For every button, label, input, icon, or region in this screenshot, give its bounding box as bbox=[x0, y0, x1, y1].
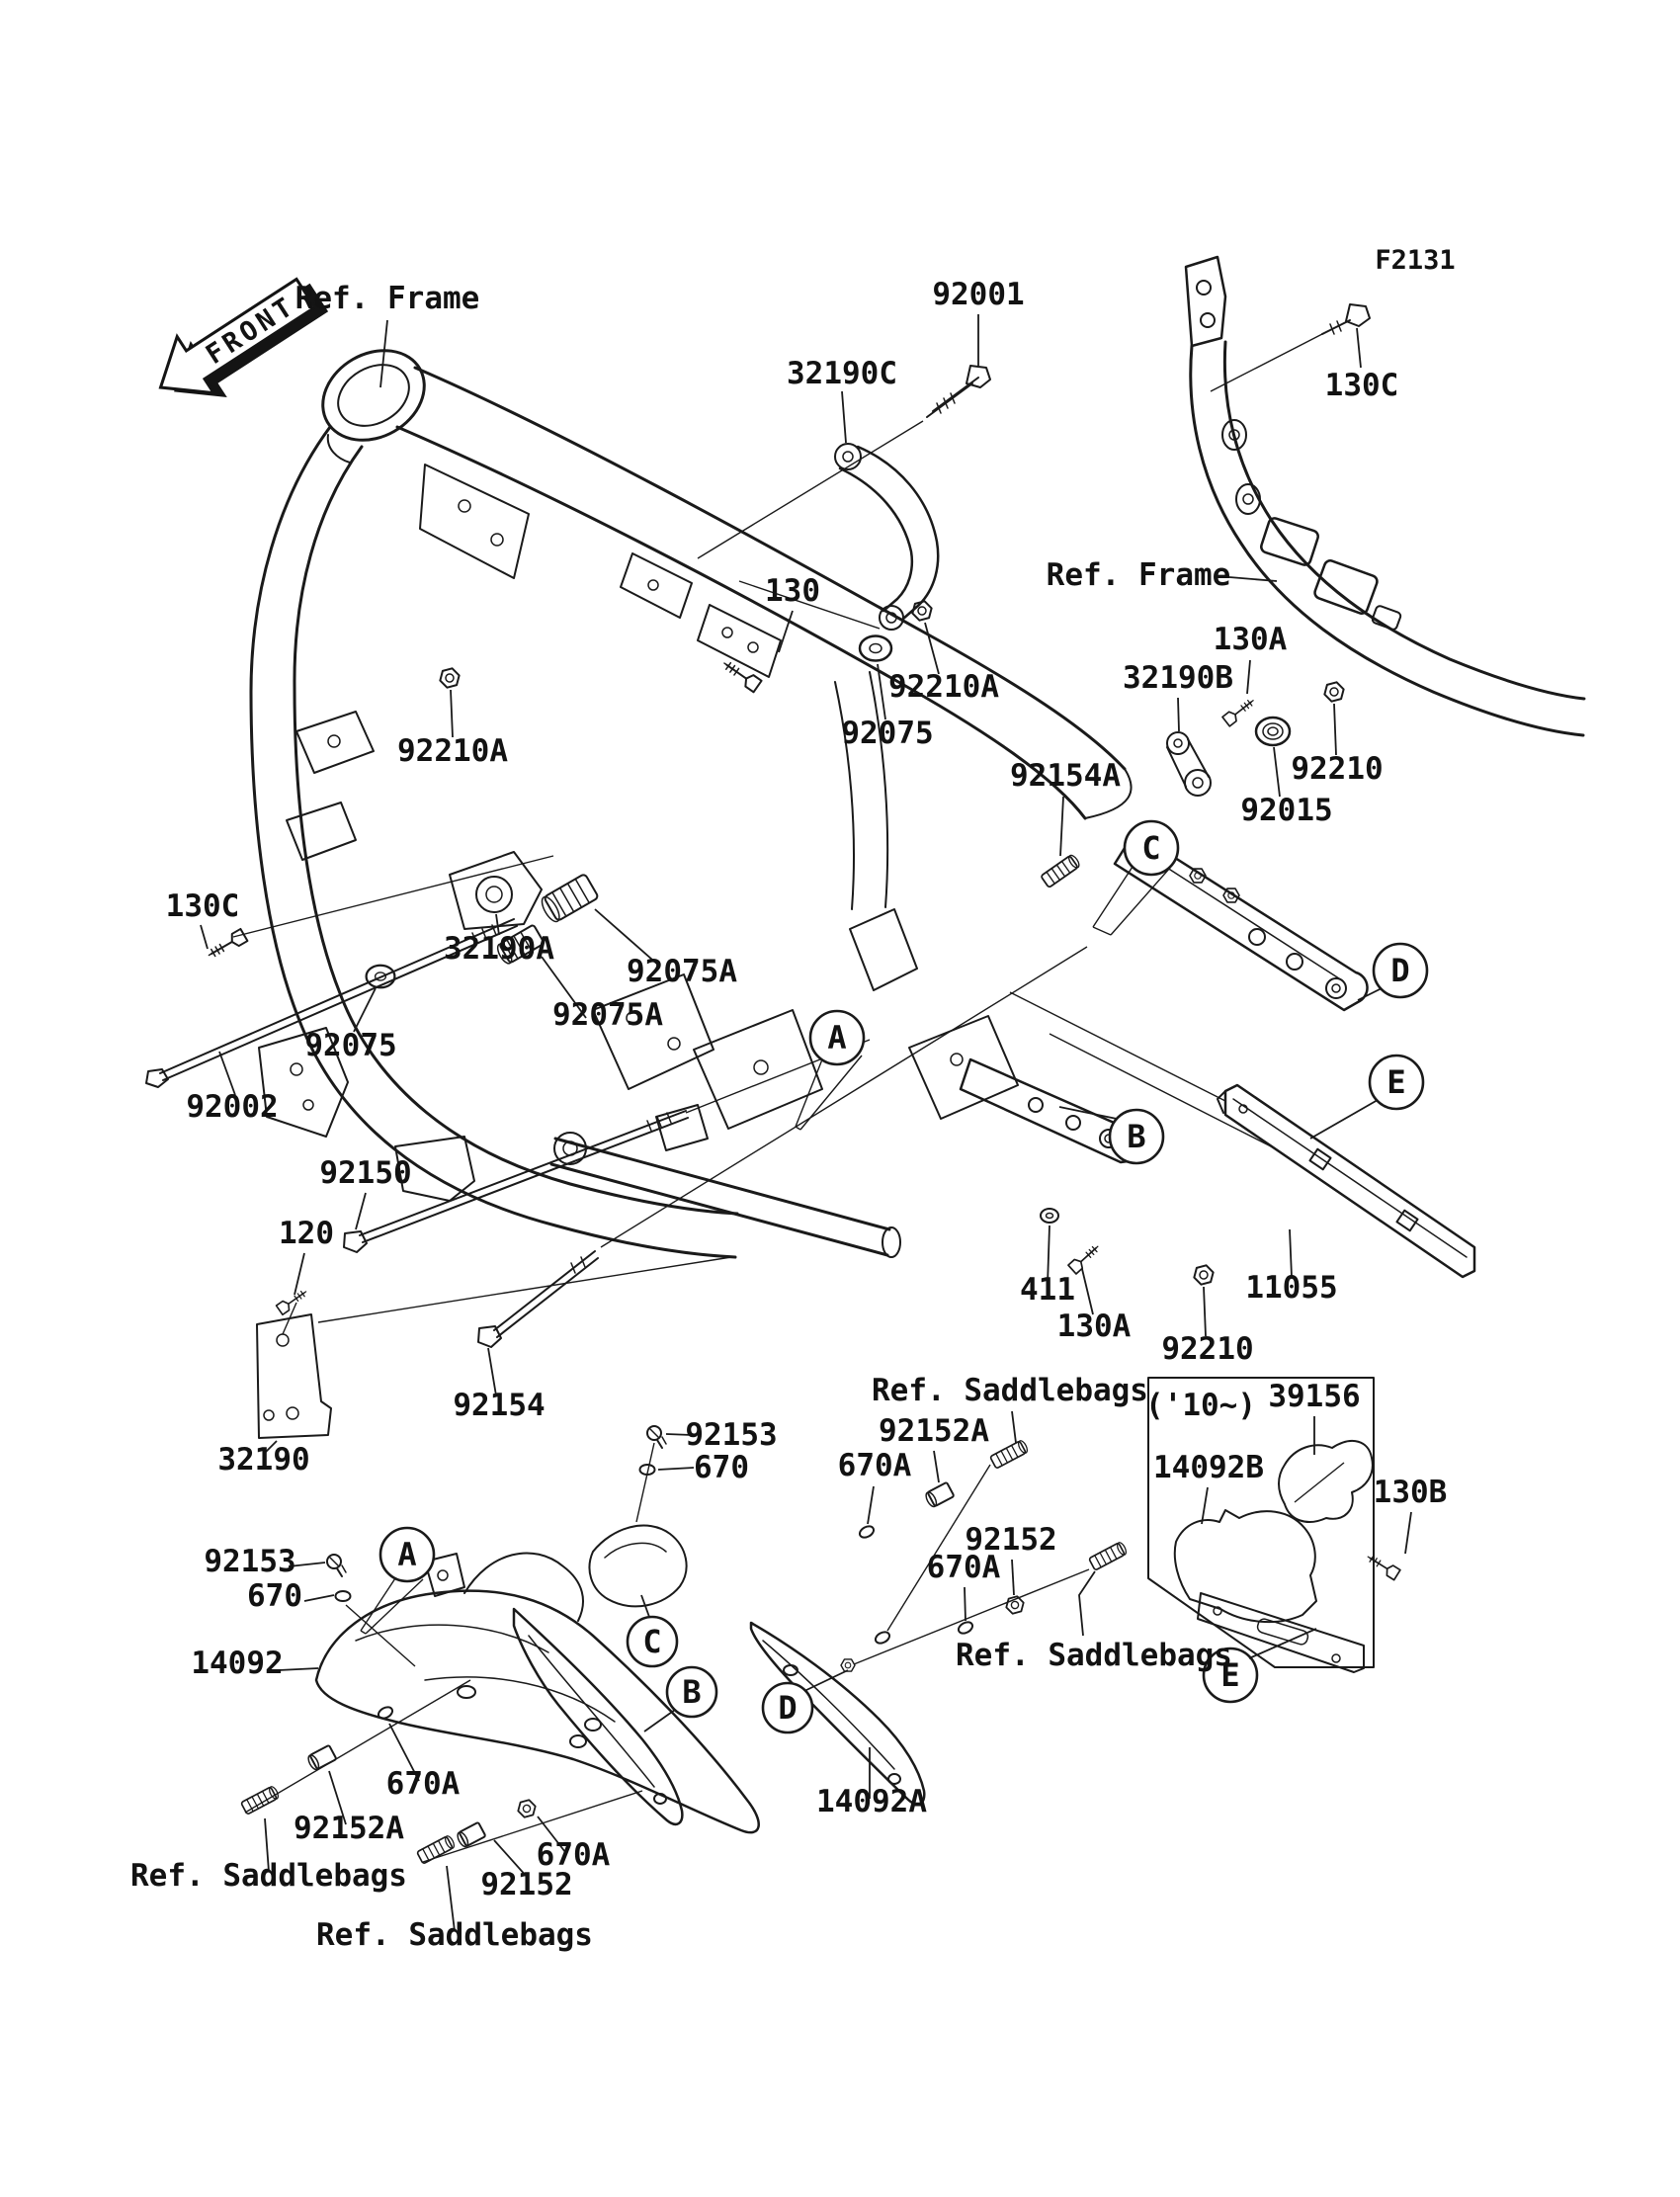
label-670a-bottom-left: 670A bbox=[385, 1766, 461, 1802]
view-letter: B bbox=[1127, 1118, 1146, 1155]
view-letter: C bbox=[642, 1623, 662, 1660]
bolt-130c-left bbox=[206, 929, 248, 962]
label-14092b: 14092B bbox=[1153, 1450, 1264, 1485]
label-92210a-center: 92210A bbox=[888, 669, 999, 705]
bolt-130a-lower bbox=[1068, 1242, 1102, 1274]
ring-670-left bbox=[336, 1591, 351, 1601]
label-92210-lower: 92210 bbox=[1161, 1331, 1254, 1367]
downtube-inner bbox=[294, 447, 737, 1214]
view-marker-a-mid bbox=[796, 1011, 864, 1130]
backbone-tube-top bbox=[415, 368, 1125, 769]
view-marker-e-right bbox=[1310, 1056, 1423, 1139]
figure-code: F2131 bbox=[1375, 245, 1456, 276]
label-411: 411 bbox=[1020, 1272, 1075, 1308]
headstock-ring bbox=[306, 333, 441, 463]
view-letter: C bbox=[1141, 829, 1161, 867]
bolt-92154 bbox=[478, 1251, 598, 1347]
label-670a-bottom-mid: 670A bbox=[536, 1837, 611, 1873]
view-letter: A bbox=[827, 1019, 847, 1056]
label-39156: 39156 bbox=[1268, 1379, 1361, 1414]
label-670-left: 670 bbox=[247, 1578, 302, 1614]
pad-39156 bbox=[1279, 1441, 1373, 1522]
nut-92210-upper bbox=[1322, 681, 1346, 703]
screw-92153-left bbox=[327, 1555, 346, 1576]
label-92001: 92001 bbox=[932, 277, 1025, 312]
label-ref-saddlebags-bottom: Ref. Saddlebags bbox=[316, 1917, 593, 1953]
view-letter: B bbox=[682, 1673, 702, 1711]
link-32190b bbox=[1167, 732, 1211, 796]
label-92150: 92150 bbox=[319, 1155, 412, 1191]
stud-92154a bbox=[1041, 854, 1081, 888]
label-92153-left: 92153 bbox=[204, 1544, 296, 1579]
inset-year-note: ('10~) bbox=[1145, 1388, 1256, 1423]
label-ref-saddlebags-center: Ref. Saddlebags bbox=[872, 1373, 1148, 1408]
nut-92152-bottom bbox=[516, 1799, 537, 1818]
label-32190b: 32190B bbox=[1123, 660, 1233, 696]
stud-saddlebag-center bbox=[990, 1439, 1029, 1469]
bolt-130a-upper bbox=[1222, 696, 1257, 726]
bolt-130b bbox=[1365, 1552, 1400, 1580]
view-letter: E bbox=[1220, 1656, 1240, 1694]
nut-92152-center bbox=[1004, 1595, 1025, 1615]
view-letter: D bbox=[778, 1689, 798, 1727]
bolt-92001 bbox=[927, 366, 990, 417]
view-marker-a-bottom bbox=[361, 1528, 434, 1634]
label-92152-center: 92152 bbox=[965, 1522, 1057, 1558]
label-130a-lower: 130A bbox=[1056, 1309, 1132, 1344]
label-92075-left: 92075 bbox=[304, 1028, 397, 1063]
label-670-right: 670 bbox=[694, 1450, 749, 1485]
nut-92210-lower bbox=[1192, 1264, 1216, 1286]
label-92075a-right: 92075A bbox=[627, 954, 737, 989]
trim-c-piece bbox=[589, 1526, 686, 1607]
damper-92075a-right bbox=[539, 874, 599, 924]
label-14092a: 14092A bbox=[816, 1784, 927, 1819]
stud-saddlebag-bottom-left bbox=[241, 1785, 280, 1815]
label-92152a-bottom: 92152A bbox=[294, 1811, 404, 1846]
stud-saddlebag-bottom bbox=[417, 1834, 456, 1864]
label-ref-frame-right: Ref. Frame bbox=[1046, 557, 1231, 593]
label-92154: 92154 bbox=[453, 1388, 546, 1423]
label-670a-center-lower: 670A bbox=[926, 1550, 1001, 1585]
label-130b: 130B bbox=[1373, 1475, 1448, 1510]
gusset-plate bbox=[420, 465, 529, 578]
label-130a-upper: 130A bbox=[1213, 622, 1288, 657]
label-92075a-left: 92075A bbox=[552, 997, 663, 1033]
label-32190: 32190 bbox=[217, 1442, 310, 1478]
nut-strip-mount bbox=[841, 1659, 855, 1671]
label-130: 130 bbox=[765, 573, 820, 609]
front-arrow-label: FRONT bbox=[201, 290, 301, 372]
view-letter: A bbox=[397, 1536, 417, 1573]
washer-411 bbox=[1041, 1209, 1058, 1223]
view-letter: D bbox=[1390, 952, 1410, 989]
label-92210-upper: 92210 bbox=[1291, 751, 1384, 787]
label-14092: 14092 bbox=[191, 1646, 284, 1681]
label-ref-frame-top: Ref. Frame bbox=[294, 281, 480, 316]
downtube-outer bbox=[251, 427, 735, 1257]
label-92015: 92015 bbox=[1240, 793, 1333, 828]
stud-saddlebag-right bbox=[1089, 1541, 1128, 1570]
ring-strip-mount bbox=[874, 1630, 891, 1646]
screw-92153-right bbox=[647, 1426, 666, 1448]
label-120: 120 bbox=[279, 1216, 334, 1251]
bracket-32190 bbox=[257, 1314, 331, 1438]
bracket-32190a bbox=[450, 852, 542, 929]
side-rail-11055 bbox=[1218, 1085, 1474, 1277]
label-32190c: 32190C bbox=[787, 356, 897, 391]
washer-92075-center bbox=[860, 636, 891, 661]
label-92210a-left: 92210A bbox=[397, 733, 508, 769]
view-marker-d-right bbox=[1358, 944, 1427, 1000]
label-92153-right: 92153 bbox=[685, 1417, 778, 1453]
label-92002: 92002 bbox=[186, 1089, 279, 1125]
label-130c-left: 130C bbox=[165, 888, 240, 924]
rear-frame-tube bbox=[1186, 257, 1584, 735]
label-92154a: 92154A bbox=[1010, 758, 1121, 794]
bolt-130c-top bbox=[1322, 304, 1370, 334]
label-32190a: 32190A bbox=[444, 931, 554, 967]
collar-92015 bbox=[1256, 718, 1290, 745]
label-ref-saddlebags-bottom-left: Ref. Saddlebags bbox=[130, 1858, 407, 1894]
label-11055: 11055 bbox=[1245, 1270, 1338, 1306]
ring-670a-center-upper bbox=[858, 1524, 876, 1540]
label-ref-saddlebags-right: Ref. Saddlebags bbox=[956, 1638, 1232, 1673]
label-92075-center: 92075 bbox=[841, 716, 934, 751]
label-130c-top-right: 130C bbox=[1324, 368, 1399, 403]
nut-92210a-left bbox=[438, 667, 462, 689]
label-670a-center-upper: 670A bbox=[837, 1448, 912, 1483]
view-letter: E bbox=[1386, 1063, 1406, 1101]
label-92152-bottom: 92152 bbox=[480, 1867, 573, 1902]
label-92152a-center: 92152A bbox=[879, 1413, 989, 1449]
bushing-92152-bottom bbox=[456, 1822, 485, 1848]
bushing-92152a-center bbox=[924, 1482, 954, 1508]
